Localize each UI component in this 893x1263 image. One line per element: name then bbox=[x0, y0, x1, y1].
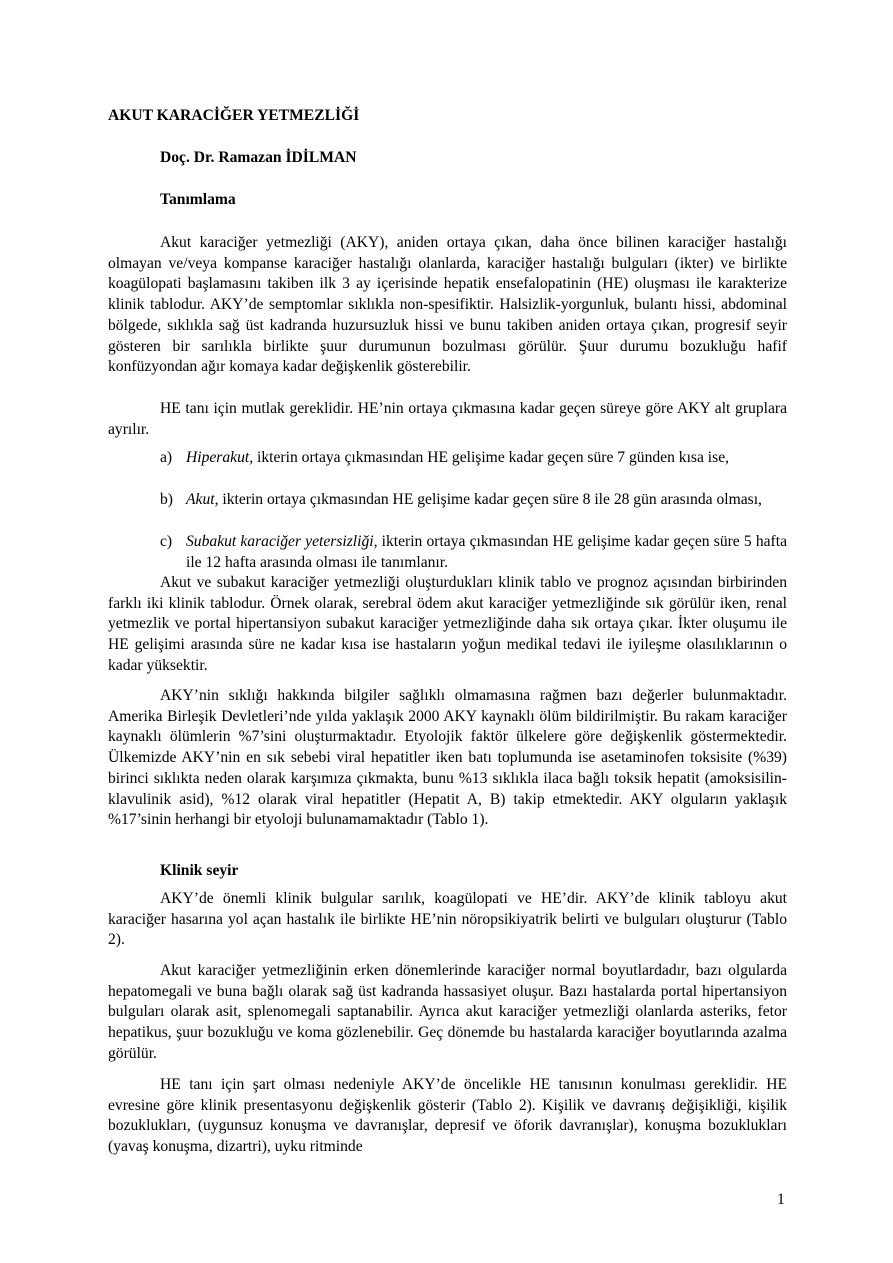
list-text bbox=[186, 448, 787, 469]
list-description: ikterin ortaya çıkmasından HE gelişime kadar geçen süre 8 ile 28 gün arasında olması, bbox=[218, 491, 762, 508]
list-item bbox=[160, 448, 787, 469]
list-term: Hiperakut, bbox=[186, 449, 254, 466]
paragraph-early-stage: Akut karaciğer yetmezliğinin erken dönemlerinde karaciğer normal boyutlardadır, bazı olgularda hepatomegali ve buna bağlı olarak sağ üst kadranda hassasiyet oluşur. Bazı hastalarda portal hipertansiyon bulguları olarak asit, splenomegali saptanabilir. Ayrıca akut karaciğer yetmezliği olanlarda asteriks, fetor hepatikus, şuur bozukluğu ve koma gözlenebilir. Geç dönemde bu hastalarda karaciğer boyutlarında azalma görülür. bbox=[108, 962, 787, 1062]
paragraph-he-requirement: HE tanı için mutlak gereklidir. HE’nin ortaya çıkmasına kadar geçen süreye göre AKY alt gruplara ayrılır. bbox=[108, 400, 787, 438]
paragraph-acute-vs-subacute: Akut ve subakut karaciğer yetmezliği oluşturdukları klinik tablo ve prognoz açısından birbirinden farklı iki klinik tablodur. Örnek olarak, serebral ödem akut karaciğer yetmezliğinde sık görülür iken, renal yetmezlik ve portal hipertansiyon subakut karaciğer yetmezliğinde daha sık ortaya çıkar. İkter oluşumu ile HE gelişimi arasında süre ne kadar kısa ise hastaların yoğun medikal tedavi ile iyileşme olasılıklarının o kadar yüksektir. bbox=[108, 574, 787, 674]
list-marker: b) bbox=[160, 491, 173, 508]
list-item bbox=[160, 532, 787, 573]
author-name: Doç. Dr. Ramazan İDİLMAN bbox=[160, 149, 357, 166]
paragraph-frequency: AKY’nin sıklığı hakkında bilgiler sağlıklı olmamasına rağmen bazı değerler bulunmaktadır. Amerika Birleşik Devletleri’nde yılda yaklaşık 2000 AKY kaynaklı ölüm bildirilmiştir. Bu rakam karaciğer kaynaklı ölümlerin %7’sini oluşturmaktadır. Etyolojik faktör ülkelere göre değişkenlik göstermektedir. Ülkemizde AKY’nin en sık sebebi viral hepatitler iken batı toplumunda ise asetaminofen toksisite (%39) birinci sıklıkta neden olarak karşımıza çıkmakta, bunu %13 sıklıkla ilaca bağlı toksik hepatit (amoksisilin-klavulinik asid), %12 olarak viral hepatitler (Hepatit A, B) takip etmektedir. AKY olguların yaklaşık %17’sinin herhangi bir etyoloji bulunamamaktadır (Tablo 1). bbox=[108, 687, 787, 829]
paragraph-clinical-findings: AKY’de önemli klinik bulgular sarılık, koagülopati ve HE’dir. AKY’de klinik tabloyu akut karaciğer hasarına yol açan hastalık ile birlikte HE’nin nöropsikiyatrik belirti ve bulguları oluşturur (Tablo 2). bbox=[108, 890, 787, 949]
page-number: 1 bbox=[777, 1191, 785, 1208]
list-text bbox=[186, 532, 787, 573]
list-term: Akut, bbox=[186, 491, 219, 508]
list-item bbox=[160, 490, 787, 511]
section-heading-klinik-seyir: Klinik seyir bbox=[160, 862, 239, 879]
document-title: AKUT KARACİĞER YETMEZLİĞİ bbox=[108, 107, 360, 124]
list-marker: a) bbox=[160, 449, 173, 466]
paragraph-he-diagnosis: HE tanı için şart olması nedeniyle AKY’de öncelikle HE tanısının konulması gereklidir. HE evresine göre klinik presentasyonu değişkenlik gösterir (Tablo 2). Kişilik ve davranış değişikliği, kişilik bozuklukları, (uygunsuz konuşma ve davranışlar, depresif ve öforik davranışlar), konuşma bozuklukları (yavaş konuşma, dizartri), uyku ritminde bbox=[108, 1076, 787, 1156]
list-term: Subakut karaciğer yetersizliği, bbox=[186, 533, 378, 550]
list-marker: c) bbox=[160, 533, 173, 550]
list-description: ikterin ortaya çıkmasından HE gelişime kadar geçen süre 5 hafta ile 12 hafta arasında olması ile tanımlanır. bbox=[186, 533, 787, 571]
list-text bbox=[186, 490, 787, 511]
list-description: ikterin ortaya çıkmasından HE gelişime kadar geçen süre 7 günden kısa ise, bbox=[253, 449, 730, 466]
paragraph-definition: Akut karaciğer yetmezliği (AKY), aniden ortaya çıkan, daha önce bilinen karaciğer hastalığı olmayan ve/veya kompanse karaciğer hastalığı olanlarda, karaciğer hastalığı bulguları (ikter) ve birlikte koagülopati başlamasını takiben ilk 3 ay içerisinde hepatik ensefalopatinin (HE) oluşması ile karakterize klinik tablodur. AKY’de semptomlar sıklıkla non-spesifiktir. Halsizlik-yorgunluk, bulantı hissi, abdominal bölgede, sıklıkla sağ üst kadranda huzursuzluk hissi ve bunu takiben aniden ortaya çıkan, progresif seyir gösteren bir sarılıkla birlikte şuur durumunun bozulması görülür. Şuur durumu bozukluğu hafif konfüzyondan ağır komaya kadar değişkenlik gösterebilir. bbox=[108, 234, 787, 376]
section-heading-tanimlama: Tanımlama bbox=[160, 191, 236, 208]
